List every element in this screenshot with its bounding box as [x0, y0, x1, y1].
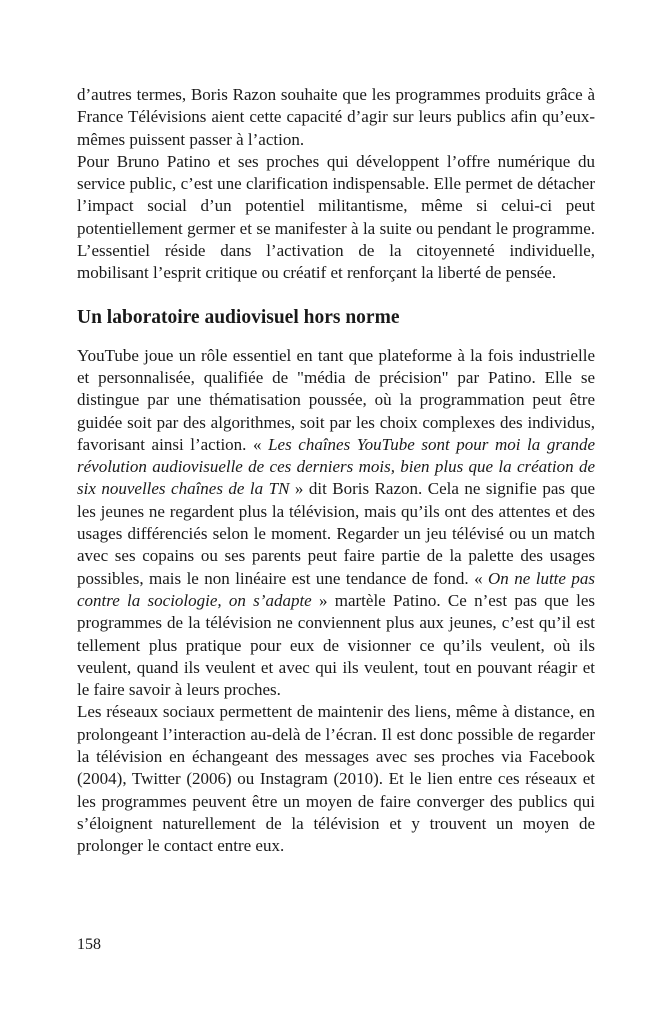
text-run: d’autres termes, Boris Razon souhaite que les programmes produits grâce à France Télévisions aient cette capacité d’agir sur leurs publics afin qu’eux-mêmes puissent passer à l’action. — [77, 85, 595, 149]
body-text-bottom — [77, 345, 595, 858]
paragraph — [77, 151, 595, 285]
text-run: YouTube joue un rôle essentiel en tant que plateforme à la fois industrielle et personnalisée, qualifiée de "média de précision" par Patino. Elle se distingue par une thématisation poussée, où la programmation peut être guidée soit par des algorithmes, soit par les choix complexes des individus, favorisant ainsi l’action. « — [77, 345, 595, 454]
page-number: 158 — [77, 936, 101, 953]
paragraph — [77, 701, 595, 857]
text-run: » dit Boris Razon. Cela ne signifie pas que les jeunes ne regardent plus la télévision, mais qu’ils ont des attentes et des usages différenciés selon le moment. Regarder un jeu télévisé ou un match avec ses copains ou ses parents peut faire partie de la palette des usages possibles, mais le non linéaire est une tendance de fond. « — [77, 479, 595, 588]
paragraph — [77, 345, 595, 702]
document-page — [77, 84, 595, 858]
text-run: Les réseaux sociaux permettent de maintenir des liens, même à distance, en prolongeant l’interaction au-delà de l’écran. Il est donc possible de regarder la télévision en échangeant des messages avec ses proches via Facebook (2004), Twitter (2006) ou Instagram (2010). Et le lien entre ces réseaux et les programmes peuvent être un moyen de faire converger des publics qui s’éloignent naturellement de la télévision et y trouvent un moyen de prolonger le contact entre eux. — [77, 702, 595, 856]
section-heading: Un laboratoire audiovisuel hors norme — [77, 306, 400, 328]
italic-quote: On ne lutte pas contre la sociologie, on s’adapte — [77, 568, 595, 610]
paragraph — [77, 84, 595, 151]
text-run: Pour Bruno Patino et ses proches qui développent l’offre numérique du service public, c’est une clarification indispensable. Elle permet de détacher l’impact social d’un potentiel militantisme, même si celui-ci peut potentiellement germer et se manifester à la suite ou pendant le programme. L’essentiel réside dans l’activation de la citoyenneté individuelle, mobilisant l’esprit critique ou créatif et renforçant la liberté de pensée. — [77, 151, 595, 283]
body-text-top — [77, 84, 595, 285]
italic-quote: Les chaînes YouTube sont pour moi la grande révolution audiovisuelle de ces derniers mois, bien plus que la création de six nouvelles chaînes de la TN — [77, 434, 595, 499]
text-run: » martèle Patino. Ce n’est pas que les programmes de la télévision ne conviennent plus aux jeunes, c’est qu’il est tellement plus pratique pour eux de visionner ce qu’ils veulent, où ils veulent, quand ils veulent et avec qui ils veulent, tout en pouvant réagir et le faire savoir à leurs proches. — [77, 590, 595, 700]
